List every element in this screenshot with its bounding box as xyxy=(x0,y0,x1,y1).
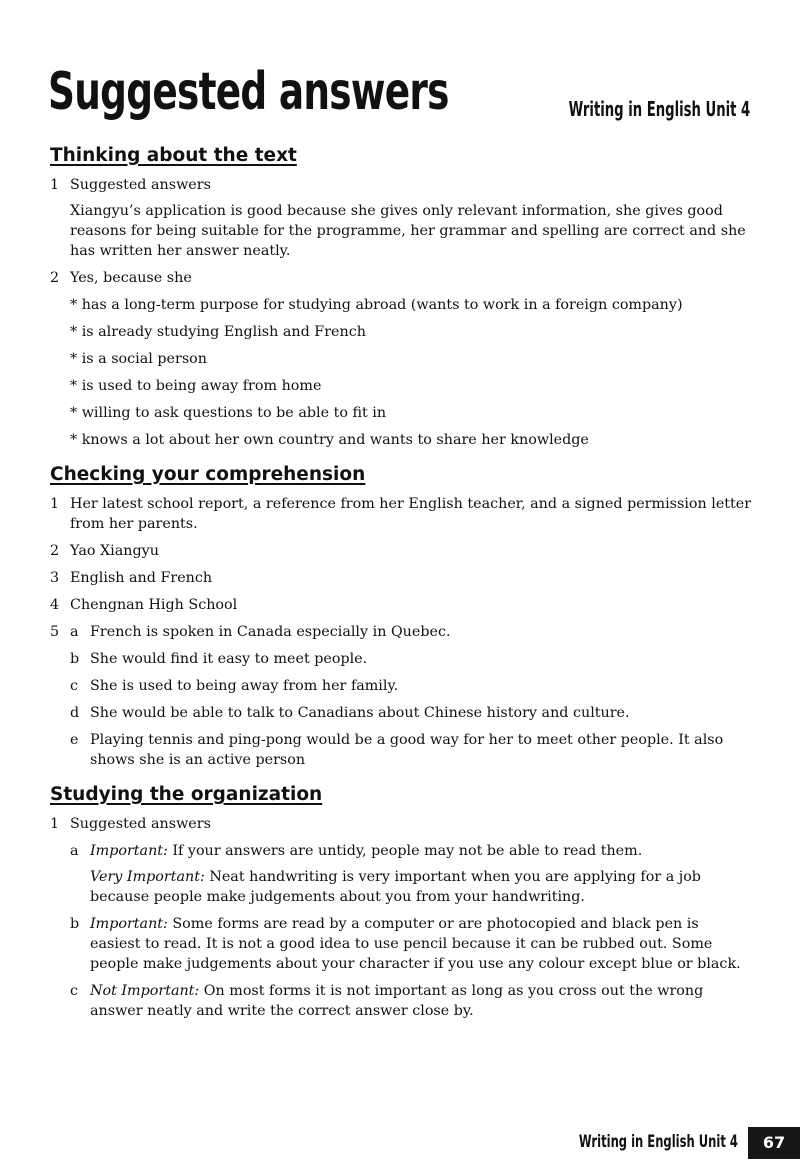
item-number: 5 xyxy=(50,624,60,640)
sub-item-body: If your answers are untidy, people may not be able to read them. xyxy=(167,843,643,859)
document-body xyxy=(50,143,752,1033)
item-number: 1 xyxy=(50,177,60,193)
sub-item xyxy=(70,649,752,669)
sub-item xyxy=(70,914,752,974)
item-number: 3 xyxy=(50,570,60,586)
item-text: Chengnan High School xyxy=(70,597,238,613)
list-item xyxy=(50,175,752,261)
sub-item-text xyxy=(90,841,752,861)
item-text: Suggested answers xyxy=(70,177,211,193)
sub-item-text: She would be able to talk to Canadians about Chinese history and culture. xyxy=(90,705,630,721)
unit-label: Writing in English Unit 4 xyxy=(568,97,750,121)
bullet-item: * is used to being away from home xyxy=(70,378,322,394)
sub-item xyxy=(70,841,752,907)
item-number: 1 xyxy=(50,496,60,512)
item-number: 2 xyxy=(50,270,60,286)
bullet-item: * knows a lot about her own country and wants to share her knowledge xyxy=(70,432,589,448)
sub-item-text: Playing tennis and ping-pong would be a good way for her to meet other people. It also shows she is an active person xyxy=(90,732,724,768)
bullet-item: * has a long-term purpose for studying abroad (wants to work in a foreign company) xyxy=(70,297,683,313)
footer-unit-label: Writing in English Unit 4 xyxy=(578,1132,738,1152)
sub-item-letter: b xyxy=(70,651,80,667)
page-title: Suggested answers xyxy=(48,62,449,122)
section-heading: Studying the organization xyxy=(50,784,323,805)
sub-item xyxy=(70,730,752,770)
sub-item xyxy=(70,676,752,696)
sub-item-letter: a xyxy=(70,843,79,859)
importance-label: Important: xyxy=(90,916,168,932)
sub-item-body: On most forms it is not important as long as you cross out the wrong answer neatly and write the correct answer close by. xyxy=(90,983,704,1019)
item-paragraph: Xiangyu’s application is good because she gives only relevant information, she gives good reasons for being suitable for the programme, her grammar and spelling are correct and she has written her answer neatly. xyxy=(70,203,746,259)
sub-item xyxy=(70,622,752,642)
sub-item-letter: c xyxy=(70,678,79,694)
sub-item-text xyxy=(90,914,752,974)
item-text: Suggested answers xyxy=(70,816,211,832)
bullet-item: * is already studying English and French xyxy=(70,324,366,340)
sub-item-letter: a xyxy=(70,624,79,640)
sub-item-text xyxy=(90,981,752,1021)
item-text: English and French xyxy=(70,570,213,586)
item-number: 4 xyxy=(50,597,60,613)
page-number-badge: 67 xyxy=(748,1127,800,1159)
sub-item-body: Some forms are read by a computer or are photocopied and black pen is easiest to read. It is not a good idea to use pencil because it can be rubbed out. Some people make judgements about your character if you use any colour except blue or black. xyxy=(90,916,741,972)
list-item xyxy=(50,814,752,1021)
importance-label: Important: xyxy=(90,843,168,859)
item-number: 2 xyxy=(50,543,60,559)
list-item xyxy=(50,622,752,770)
sub-item-text: French is spoken in Canada especially in Quebec. xyxy=(90,624,451,640)
importance-label: Very Important: xyxy=(90,869,205,885)
list-item xyxy=(50,595,752,615)
section-studying-the-organization xyxy=(50,782,752,1021)
list-item xyxy=(50,268,752,450)
bullet-item: * willing to ask questions to be able to fit in xyxy=(70,405,387,421)
sub-item-text: She would find it easy to meet people. xyxy=(90,651,368,667)
section-heading: Checking your comprehension xyxy=(50,464,366,485)
sub-item-letter: c xyxy=(70,983,79,999)
importance-label: Not Important: xyxy=(90,983,200,999)
item-text: Yao Xiangyu xyxy=(70,543,159,559)
section-thinking-about-the-text xyxy=(50,143,752,450)
sub-item xyxy=(70,703,752,723)
sub-item xyxy=(70,981,752,1021)
sub-item-text: She is used to being away from her family. xyxy=(90,678,399,694)
bullet-item: * is a social person xyxy=(70,351,207,367)
list-item xyxy=(50,568,752,588)
list-item xyxy=(50,541,752,561)
item-text: Yes, because she xyxy=(70,270,192,286)
sub-item-letter: e xyxy=(70,732,79,748)
item-text: Her latest school report, a reference from her English teacher, and a signed permission letter from her parents. xyxy=(70,496,752,532)
section-checking-your-comprehension xyxy=(50,462,752,770)
sub-item-letter: d xyxy=(70,705,80,721)
section-heading: Thinking about the text xyxy=(50,145,297,166)
list-item xyxy=(50,494,752,534)
item-number: 1 xyxy=(50,816,60,832)
sub-item-extra xyxy=(90,867,752,907)
sub-item-body: Neat handwriting is very important when you are applying for a job because people make judgements about you from your handwriting. xyxy=(90,869,701,905)
sub-item-letter: b xyxy=(70,916,80,932)
